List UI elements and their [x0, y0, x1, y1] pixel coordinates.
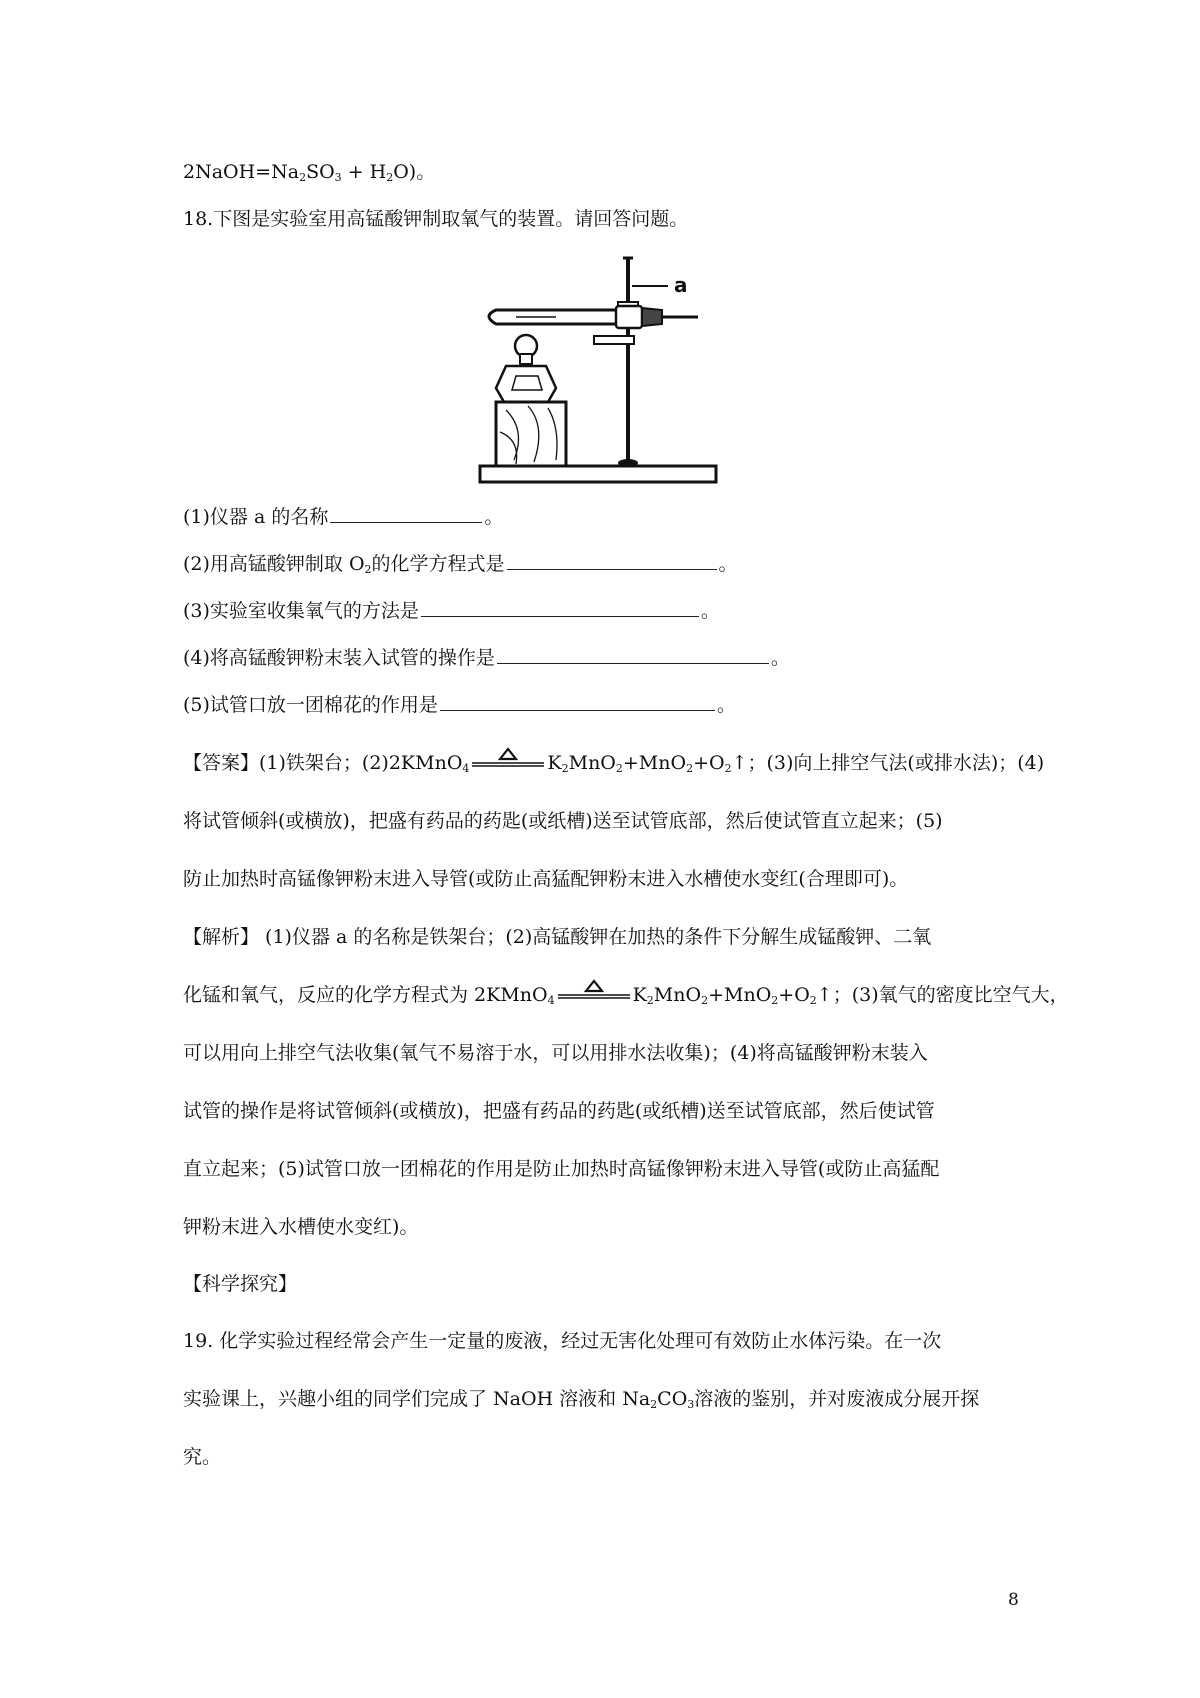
subscript: 2 — [386, 171, 394, 184]
answer-line-3: 防止加热时高锰像钾粉末进入导管(或防止高猛配钾粉末进入水槽使水变红(合理即可)。 — [183, 868, 909, 890]
subscript: 3 — [334, 171, 342, 184]
answer-line-2: 将试管倾斜(或横放)，把盛有药品的药匙(或纸槽)送至试管底部，然后使试管直立起来；(5) — [183, 810, 943, 832]
wooden-block — [496, 402, 566, 466]
analysis-line-6: 钾粉末进入水槽使水变红)。 — [183, 1216, 419, 1238]
section-heading: 【科学探究】 — [183, 1273, 298, 1295]
analysis-line-2: 化锰和氧气，反应的化学方程式为 2KMnO$_4$ $K_2MnO_2+MnO_2+O_2↑$；(3)氧气的密度比空气大， — [183, 983, 1023, 1007]
question-18-title: 18.下图是实验室用高锰酸钾制取氧气的装置。请回答问题。 — [183, 208, 689, 230]
rubber-stopper — [642, 308, 662, 326]
ring-clamp — [594, 336, 634, 344]
heating-condition-sign — [556, 983, 632, 1007]
analysis-tag: 【解析】 — [183, 926, 260, 948]
potassium-permanganate-oxygen-apparatus — [476, 250, 726, 490]
rod-foot — [618, 459, 638, 467]
analysis-line-5: 直立起来；(5)试管口放一团棉花的作用是防止加热时高锰像钾粉末进入导管(或防止高猛配 — [183, 1158, 940, 1180]
answer-blank[interactable] — [507, 552, 717, 570]
question-19-line-2: 实验课上，兴趣小组的同学们完成了 NaOH 溶液和 $Na_2CO_3$溶液的鉴别，并对废液成分展开探 — [183, 1388, 980, 1411]
answer-blank[interactable] — [330, 505, 482, 523]
page-number: 8 — [1008, 1590, 1019, 1610]
question-19-line-1: 19. 化学实验过程经常会产生一定量的废液，经过无害化处理可有效防止水体污染。在一次 — [183, 1330, 942, 1352]
clamp-jaw — [616, 306, 642, 328]
question-18-item-1: (1)仪器 a 的名称 。 — [183, 506, 504, 528]
question-19-line-3: 究。 — [183, 1446, 222, 1468]
equation-continuation-line — [183, 160, 1023, 184]
stand-base — [480, 466, 716, 482]
answer-tag: 【答案】 — [183, 752, 260, 774]
text-fragment: O)。 — [393, 161, 436, 183]
answer-blank[interactable] — [440, 693, 715, 711]
test-tube — [489, 310, 626, 324]
apparatus-figure — [476, 250, 726, 494]
question-18-item-3: (3)实验室收集氧气的方法是 。 — [183, 600, 720, 622]
text-fragment: 2NaOH=Na — [183, 161, 300, 183]
heating-condition-sign — [470, 751, 546, 775]
label-a: a — [674, 273, 688, 297]
subscript: 2 — [299, 171, 307, 184]
question-18-item-5: (5)试管口放一团棉花的作用是 。 — [183, 694, 736, 716]
question-18-item-4: (4)将高锰酸钾粉末装入试管的操作是 。 — [183, 647, 790, 669]
question-18-item-2: (2)用高锰酸钾制取 $O_2$的化学方程式是 。 — [183, 553, 738, 576]
answer-blank[interactable] — [421, 599, 699, 617]
analysis-line-3: 可以用向上排空气法收集(氧气不易溶于水，可以用排水法收集)；(4)将高锰酸钾粉末装入 — [183, 1042, 928, 1064]
answer-blank[interactable] — [497, 646, 769, 664]
analysis-line-4: 试管的操作是将试管倾斜(或横放)，把盛有药品的药匙(或纸槽)送至试管底部，然后使试管 — [183, 1100, 935, 1122]
answer-line-1: 【答案】(1)铁架台；(2)2KMnO$_4$ $K_2MnO_2+MnO_2+O_2↑$；(3)向上排空气法(或排水法)；(4) — [183, 751, 1023, 775]
text-fragment: SO — [306, 161, 335, 183]
analysis-line-1: 【解析】 (1)仪器 a 的名称是铁架台；(2)高锰酸钾在加热的条件下分解生成锰酸钾、二氧 — [183, 926, 932, 948]
text-fragment: + H — [341, 161, 387, 183]
